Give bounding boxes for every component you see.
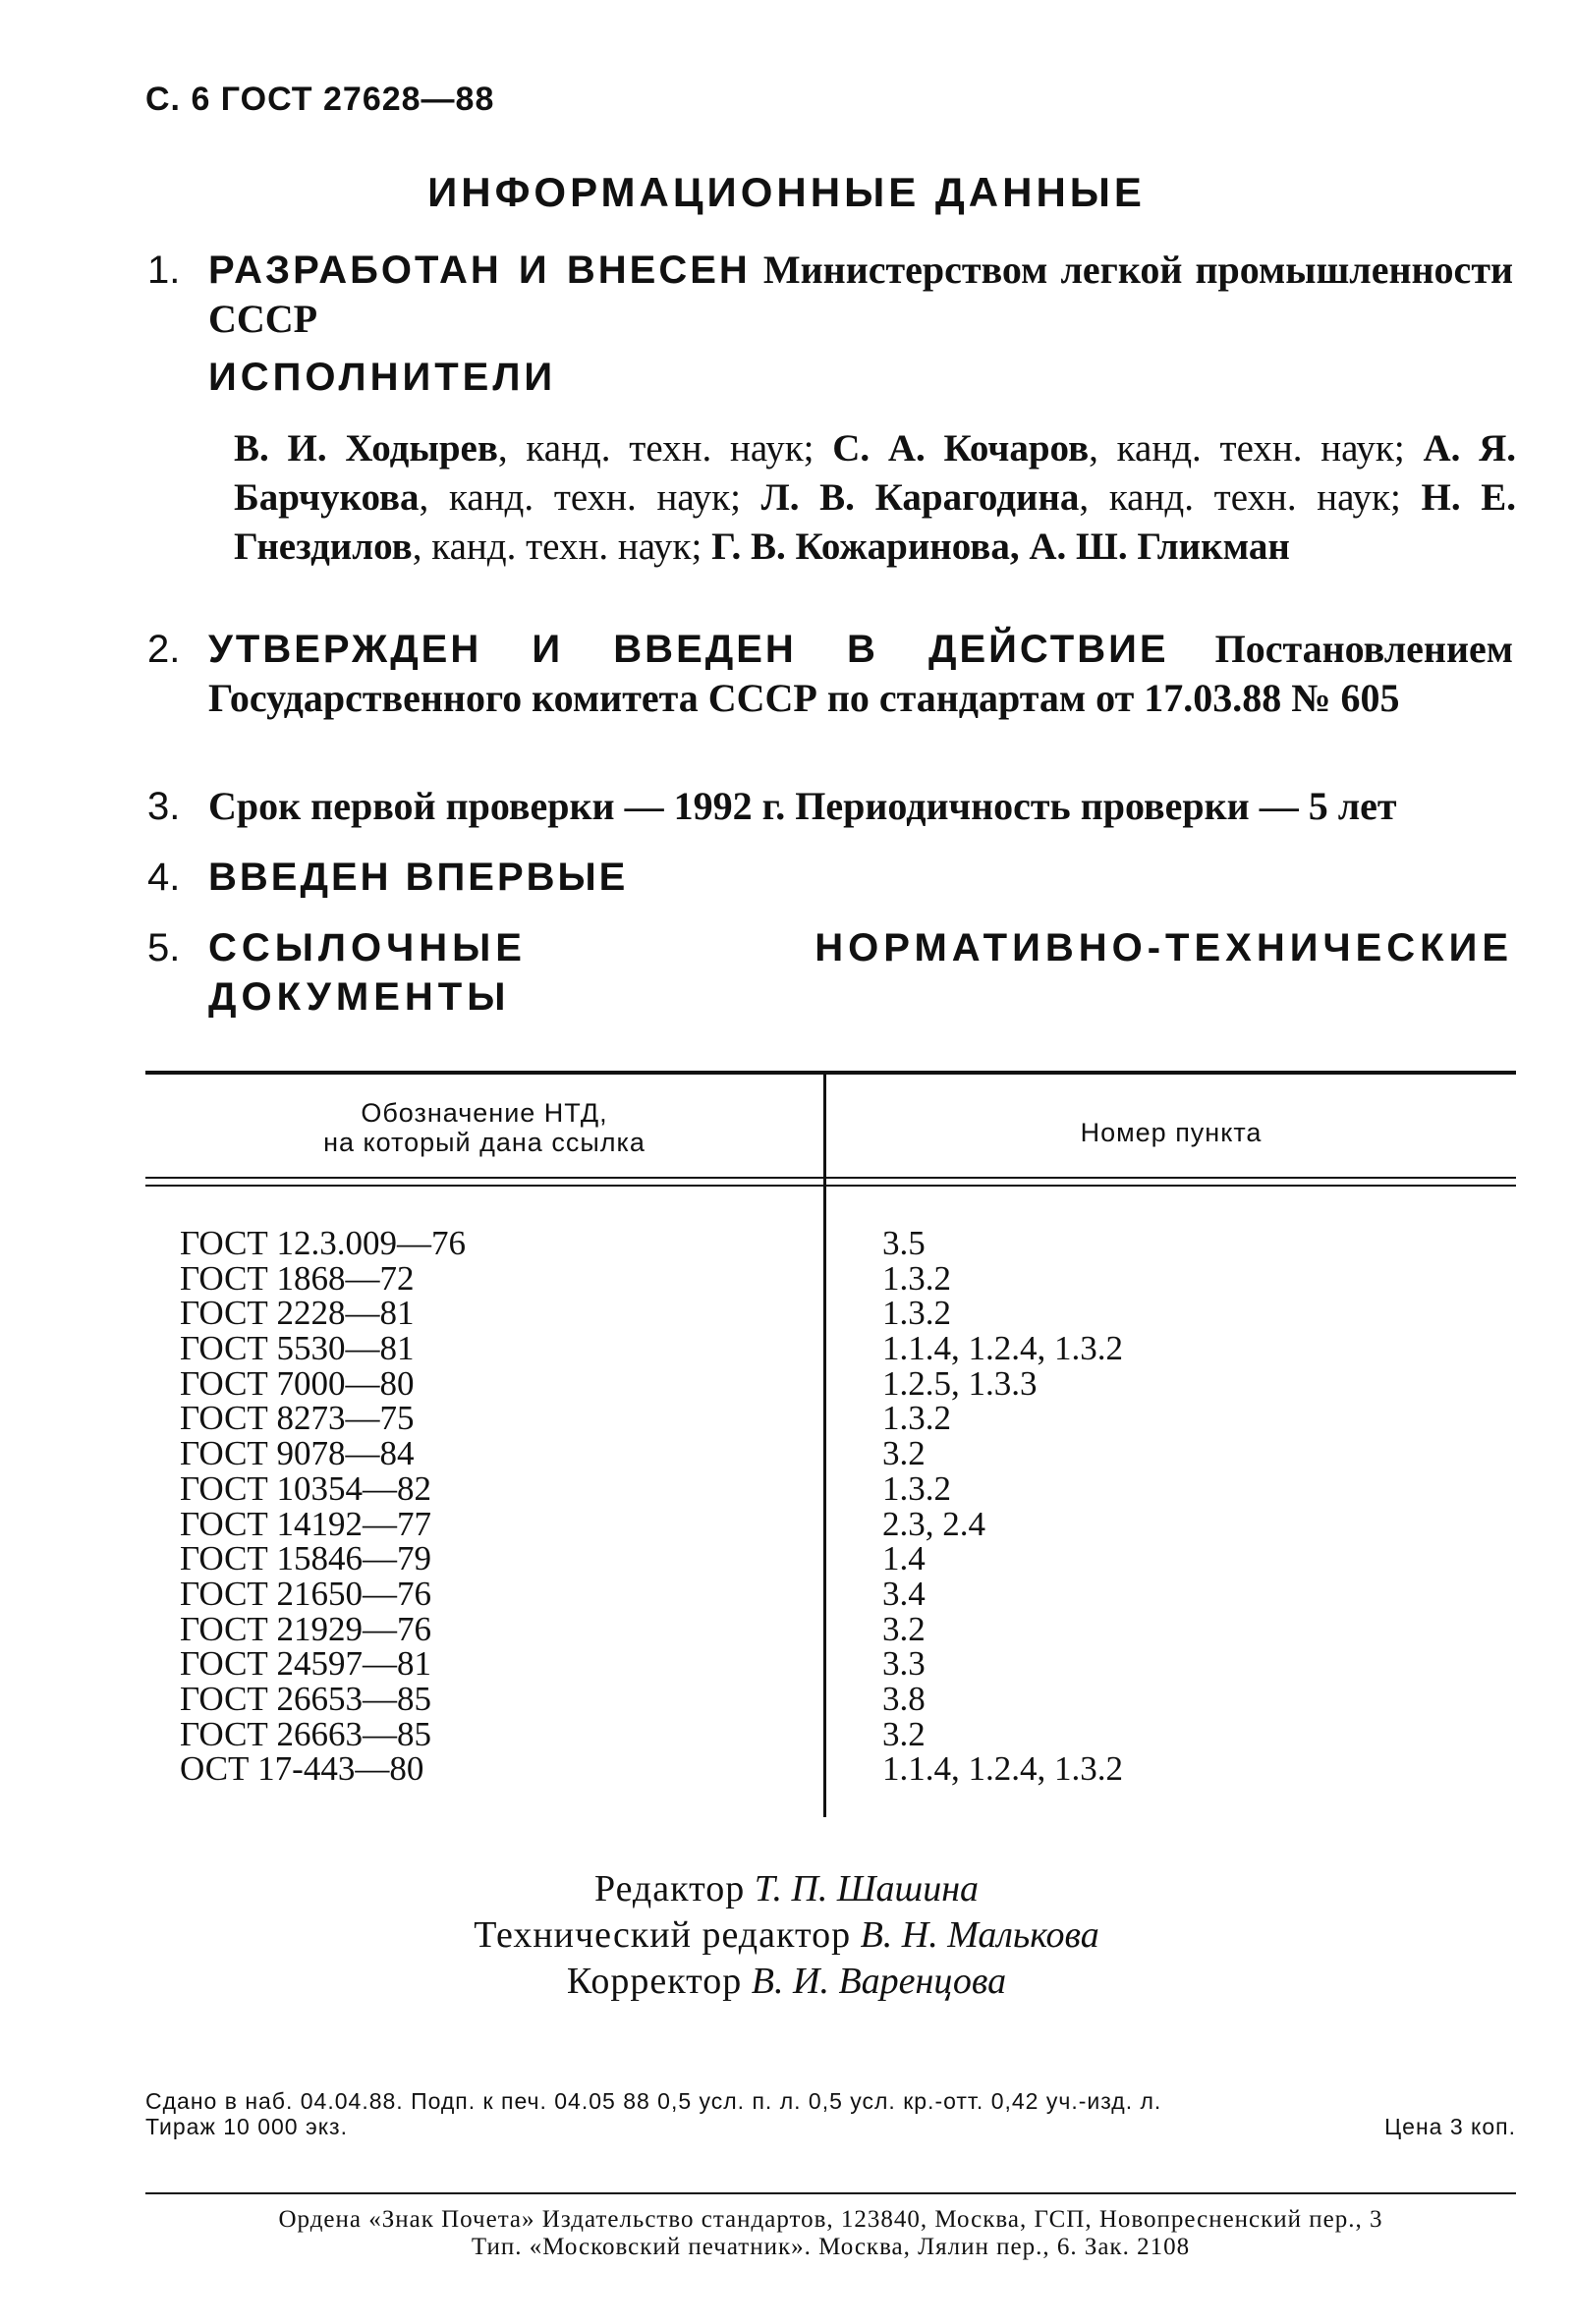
row-item-number: 3.4	[882, 1574, 926, 1613]
table-row	[145, 1751, 1516, 1787]
performer-name: В. И. Ходырев	[234, 427, 498, 470]
performer-degree: канд. техн. наук;	[526, 427, 815, 470]
page-header: С. 6 ГОСТ 27628—88	[145, 81, 495, 118]
row-item-number: 1.3.2	[882, 1258, 951, 1298]
info-item-4	[147, 853, 1513, 902]
editor-line: Редактор Т. П. Шашина	[593, 1868, 980, 1909]
table-row	[145, 1226, 1516, 1261]
reference-table	[145, 1071, 1516, 1817]
row-document: ГОСТ 10354—82	[180, 1468, 432, 1508]
table-row	[145, 1574, 1516, 1613]
footer-divider	[145, 2192, 1516, 2194]
row-item-number: 1.2.5, 1.3.3	[882, 1363, 1038, 1403]
table-header-rule	[145, 1185, 1516, 1187]
item-text: Министерством легкой промышленности СССР	[208, 248, 1514, 341]
row-item-number: 1.1.4, 1.2.4, 1.3.2	[882, 1749, 1123, 1789]
row-item-number: 1.3.2	[882, 1399, 951, 1438]
item-number: 1.	[147, 249, 181, 292]
corrector-name: В. И. Варенцова	[751, 1961, 1007, 2002]
table-row	[145, 1468, 1516, 1508]
publisher-line: Ордена «Знак Почета» Издательство стандартов, 123840, Москва, ГСП, Новопресненский пер., 3	[278, 2206, 1383, 2233]
table-row	[145, 1436, 1516, 1471]
item-caps-heading: ССЫЛОЧНЫЕ НОРМАТИВНО-ТЕХНИЧЕСКИЕ ДОКУМЕНТЫ	[208, 926, 1513, 1019]
performer-degree: канд. техн. наук;	[449, 476, 741, 519]
item-caps-heading: ВВЕДЕН ВПЕРВЫЕ	[208, 856, 629, 899]
info-item-3	[147, 782, 1513, 831]
price: Цена 3 коп.	[1384, 2114, 1516, 2139]
performers-list: В. И. Ходырев, канд. техн. наук; С. А. Кочаров, канд. техн. наук; А. Я. Барчукова, канд. техн. наук; Л. В. Карагодина, канд. техн. наук; Н. Е. Гнездилов, канд. техн. наук; Г. В. Кожаринова, А. Ш. Гликман	[234, 427, 1517, 568]
row-document: ГОСТ 24597—81	[180, 1644, 432, 1684]
circulation-line	[145, 2114, 1516, 2139]
row-document: ГОСТ 5530—81	[180, 1329, 415, 1368]
table-row	[145, 1296, 1516, 1331]
item-number: 3.	[147, 785, 181, 828]
row-document: ГОСТ 14192—77	[180, 1504, 432, 1543]
table-top-rule	[145, 1071, 1516, 1075]
row-item-number: 3.2	[882, 1434, 926, 1473]
table-row	[145, 1541, 1516, 1577]
item-text: Срок первой проверки — 1992 г. Периодичность проверки — 5 лет	[208, 784, 1397, 828]
item-number: 5.	[147, 926, 181, 969]
tech-editor-name: В. Н. Малькова	[860, 1914, 1099, 1956]
info-item-1	[147, 246, 1513, 344]
row-item-number: 1.4	[882, 1539, 926, 1578]
table-row	[145, 1363, 1516, 1403]
row-document: ГОСТ 8273—75	[180, 1399, 415, 1438]
table-row	[145, 1714, 1516, 1753]
row-item-number: 1.1.4, 1.2.4, 1.3.2	[882, 1329, 1123, 1368]
table-header-item-number: Номер пункта	[1080, 1118, 1263, 1147]
item-number: 4.	[147, 856, 181, 899]
table-row	[145, 1646, 1516, 1682]
table-row	[145, 1679, 1516, 1718]
performer-degree: канд. техн. наук;	[431, 526, 702, 568]
publisher-footer	[145, 2206, 1516, 2261]
page-title: ИНФОРМАЦИОННЫЕ ДАННЫЕ	[427, 169, 1146, 215]
circulation: Тираж 10 000 экз.	[145, 2114, 348, 2139]
performer-degree: канд. техн. наук;	[1116, 427, 1405, 470]
editor-name: Т. П. Шашина	[754, 1868, 980, 1909]
row-document: ГОСТ 7000—80	[180, 1363, 415, 1403]
info-item-2	[147, 625, 1513, 723]
corrector-line: Корректор В. И. Варенцова	[566, 1961, 1007, 2002]
row-item-number: 1.3.2	[882, 1294, 951, 1333]
table-row	[145, 1609, 1516, 1648]
row-item-number: 2.3, 2.4	[882, 1504, 985, 1543]
row-document: ГОСТ 9078—84	[180, 1434, 415, 1473]
row-item-number: 3.8	[882, 1679, 926, 1718]
row-document: ГОСТ 1868—72	[180, 1258, 415, 1298]
performer-name: Г. В. Кожаринова,	[711, 526, 1020, 568]
row-item-number: 1.3.2	[882, 1468, 951, 1508]
performer-name: Н. Е. Гнездилов	[234, 476, 1517, 568]
row-document: ГОСТ 26663—85	[180, 1714, 432, 1753]
row-document: ГОСТ 15846—79	[180, 1539, 432, 1578]
row-document: ОСТ 17-443—80	[180, 1749, 424, 1789]
row-item-number: 3.5	[882, 1224, 926, 1262]
credits-block	[0, 1866, 1573, 2005]
item-caps-heading: РАЗРАБОТАН И ВНЕСЕН	[208, 249, 751, 292]
row-document: ГОСТ 12.3.009—76	[180, 1224, 467, 1262]
table-row	[145, 1258, 1516, 1298]
table-row	[145, 1504, 1516, 1543]
publication-info: Сдано в наб. 04.04.88. Подп. к печ. 04.05 88 0,5 усл. п. л. 0,5 усл. кр.-отт. 0,42 уч.-изд. л.	[145, 2088, 1162, 2114]
row-item-number: 3.3	[882, 1644, 926, 1684]
performer-name: Л. В. Карагодина	[760, 476, 1080, 519]
table-header-rule	[145, 1177, 1516, 1179]
table-body	[145, 1226, 1516, 1787]
performer-degree: канд. техн. наук;	[1108, 476, 1401, 519]
row-document: ГОСТ 2228—81	[180, 1294, 415, 1333]
table-row	[145, 1401, 1516, 1436]
performers-heading: ИСПОЛНИТЕЛИ	[208, 356, 557, 399]
printer-line: Тип. «Московский печатник». Москва, Лялин пер., 6. Зак. 2108	[471, 2234, 1191, 2260]
tech-editor-line: Технический редактор В. Н. Малькова	[474, 1914, 1099, 1956]
performer-name: А. Ш. Гликман	[1029, 526, 1290, 568]
performer-name: А. Я. Барчукова	[234, 427, 1517, 519]
item-caps-heading: УТВЕРЖДЕН И ВВЕДЕН В ДЕЙСТВИЕ	[208, 628, 1169, 671]
row-document: ГОСТ 21929—76	[180, 1609, 432, 1648]
row-document: ГОСТ 21650—76	[180, 1574, 432, 1613]
row-document: ГОСТ 26653—85	[180, 1679, 432, 1718]
performer-name: С. А. Кочаров	[832, 427, 1090, 470]
table-header-designation: Обозначение НТД, на который дана ссылка	[323, 1098, 646, 1157]
table-row	[145, 1331, 1516, 1366]
item-number: 2.	[147, 628, 181, 671]
info-item-5	[147, 923, 1513, 1022]
row-item-number: 3.2	[882, 1714, 926, 1753]
row-item-number: 3.2	[882, 1609, 926, 1648]
item-text: Постановлением Государственного комитета СССР по стандартам от 17.03.88 № 605	[208, 627, 1513, 720]
